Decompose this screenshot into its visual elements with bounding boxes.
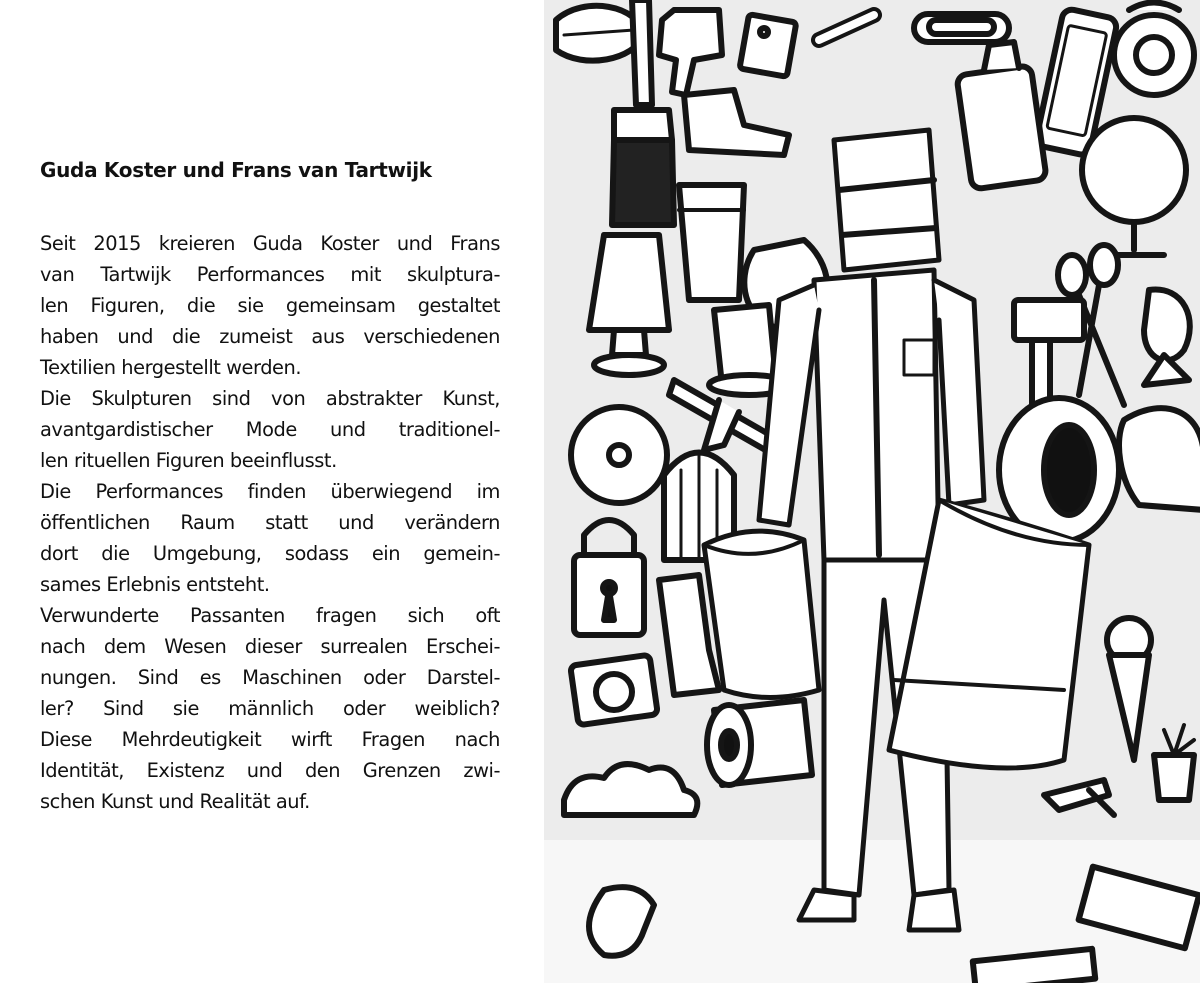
toilet-roll-icon (707, 700, 812, 785)
body-line: Die Performances finden überwiegend im (40, 480, 500, 503)
body-line: len rituellen Figuren beeinflusst. (40, 449, 337, 472)
helmet-icon (1119, 408, 1200, 510)
body-line: schen Kunst und Realität auf. (40, 790, 310, 813)
text-panel (0, 0, 544, 983)
body-line: Diese Mehrdeutigkeit wirft Fragen nach (40, 728, 500, 751)
fish-icon (1144, 290, 1190, 385)
body-line: dort die Umgebung, sodass ein gemein- (40, 542, 500, 565)
body-line: ler? Sind sie männlich oder weiblich? (40, 697, 500, 720)
camera-icon (570, 655, 658, 726)
cup-icon (679, 185, 744, 300)
vinyl-record-icon (571, 407, 667, 503)
article-body (40, 228, 500, 817)
body-line: nungen. Sind es Maschinen oder Darstel- (40, 666, 500, 689)
body-line: Seit 2015 kreieren Guda Koster und Frans (40, 232, 500, 255)
body-line: avantgardistischer Mode und traditionel- (40, 418, 500, 441)
body-line: Die Skulpturen sind von abstrakter Kunst, (40, 387, 500, 410)
paperclip-icon (914, 14, 1009, 42)
body-line: haben und die zumeist aus verschiedenen (40, 325, 500, 348)
body-line: Verwunderte Passanten fragen sich oft (40, 604, 500, 627)
body-line: Identität, Existenz und den Grenzen zwi- (40, 759, 500, 782)
body-line: van Tartwijk Performances mit skulptura- (40, 263, 500, 286)
body-line: len Figuren, die sie gemeinsam gestaltet (40, 294, 500, 317)
body-line: Textilien hergestellt werden. (40, 356, 302, 379)
performance-photo (544, 0, 1200, 983)
article-heading: Guda Koster und Frans van Tartwijk (40, 158, 432, 182)
paper-tag-icon (740, 14, 797, 76)
body-line: nach dem Wesen dieser surrealen Erschei- (40, 635, 500, 658)
body-line: sames Erlebnis entsteht. (40, 573, 270, 596)
body-line: öffentlichen Raum statt und verändern (40, 511, 500, 534)
